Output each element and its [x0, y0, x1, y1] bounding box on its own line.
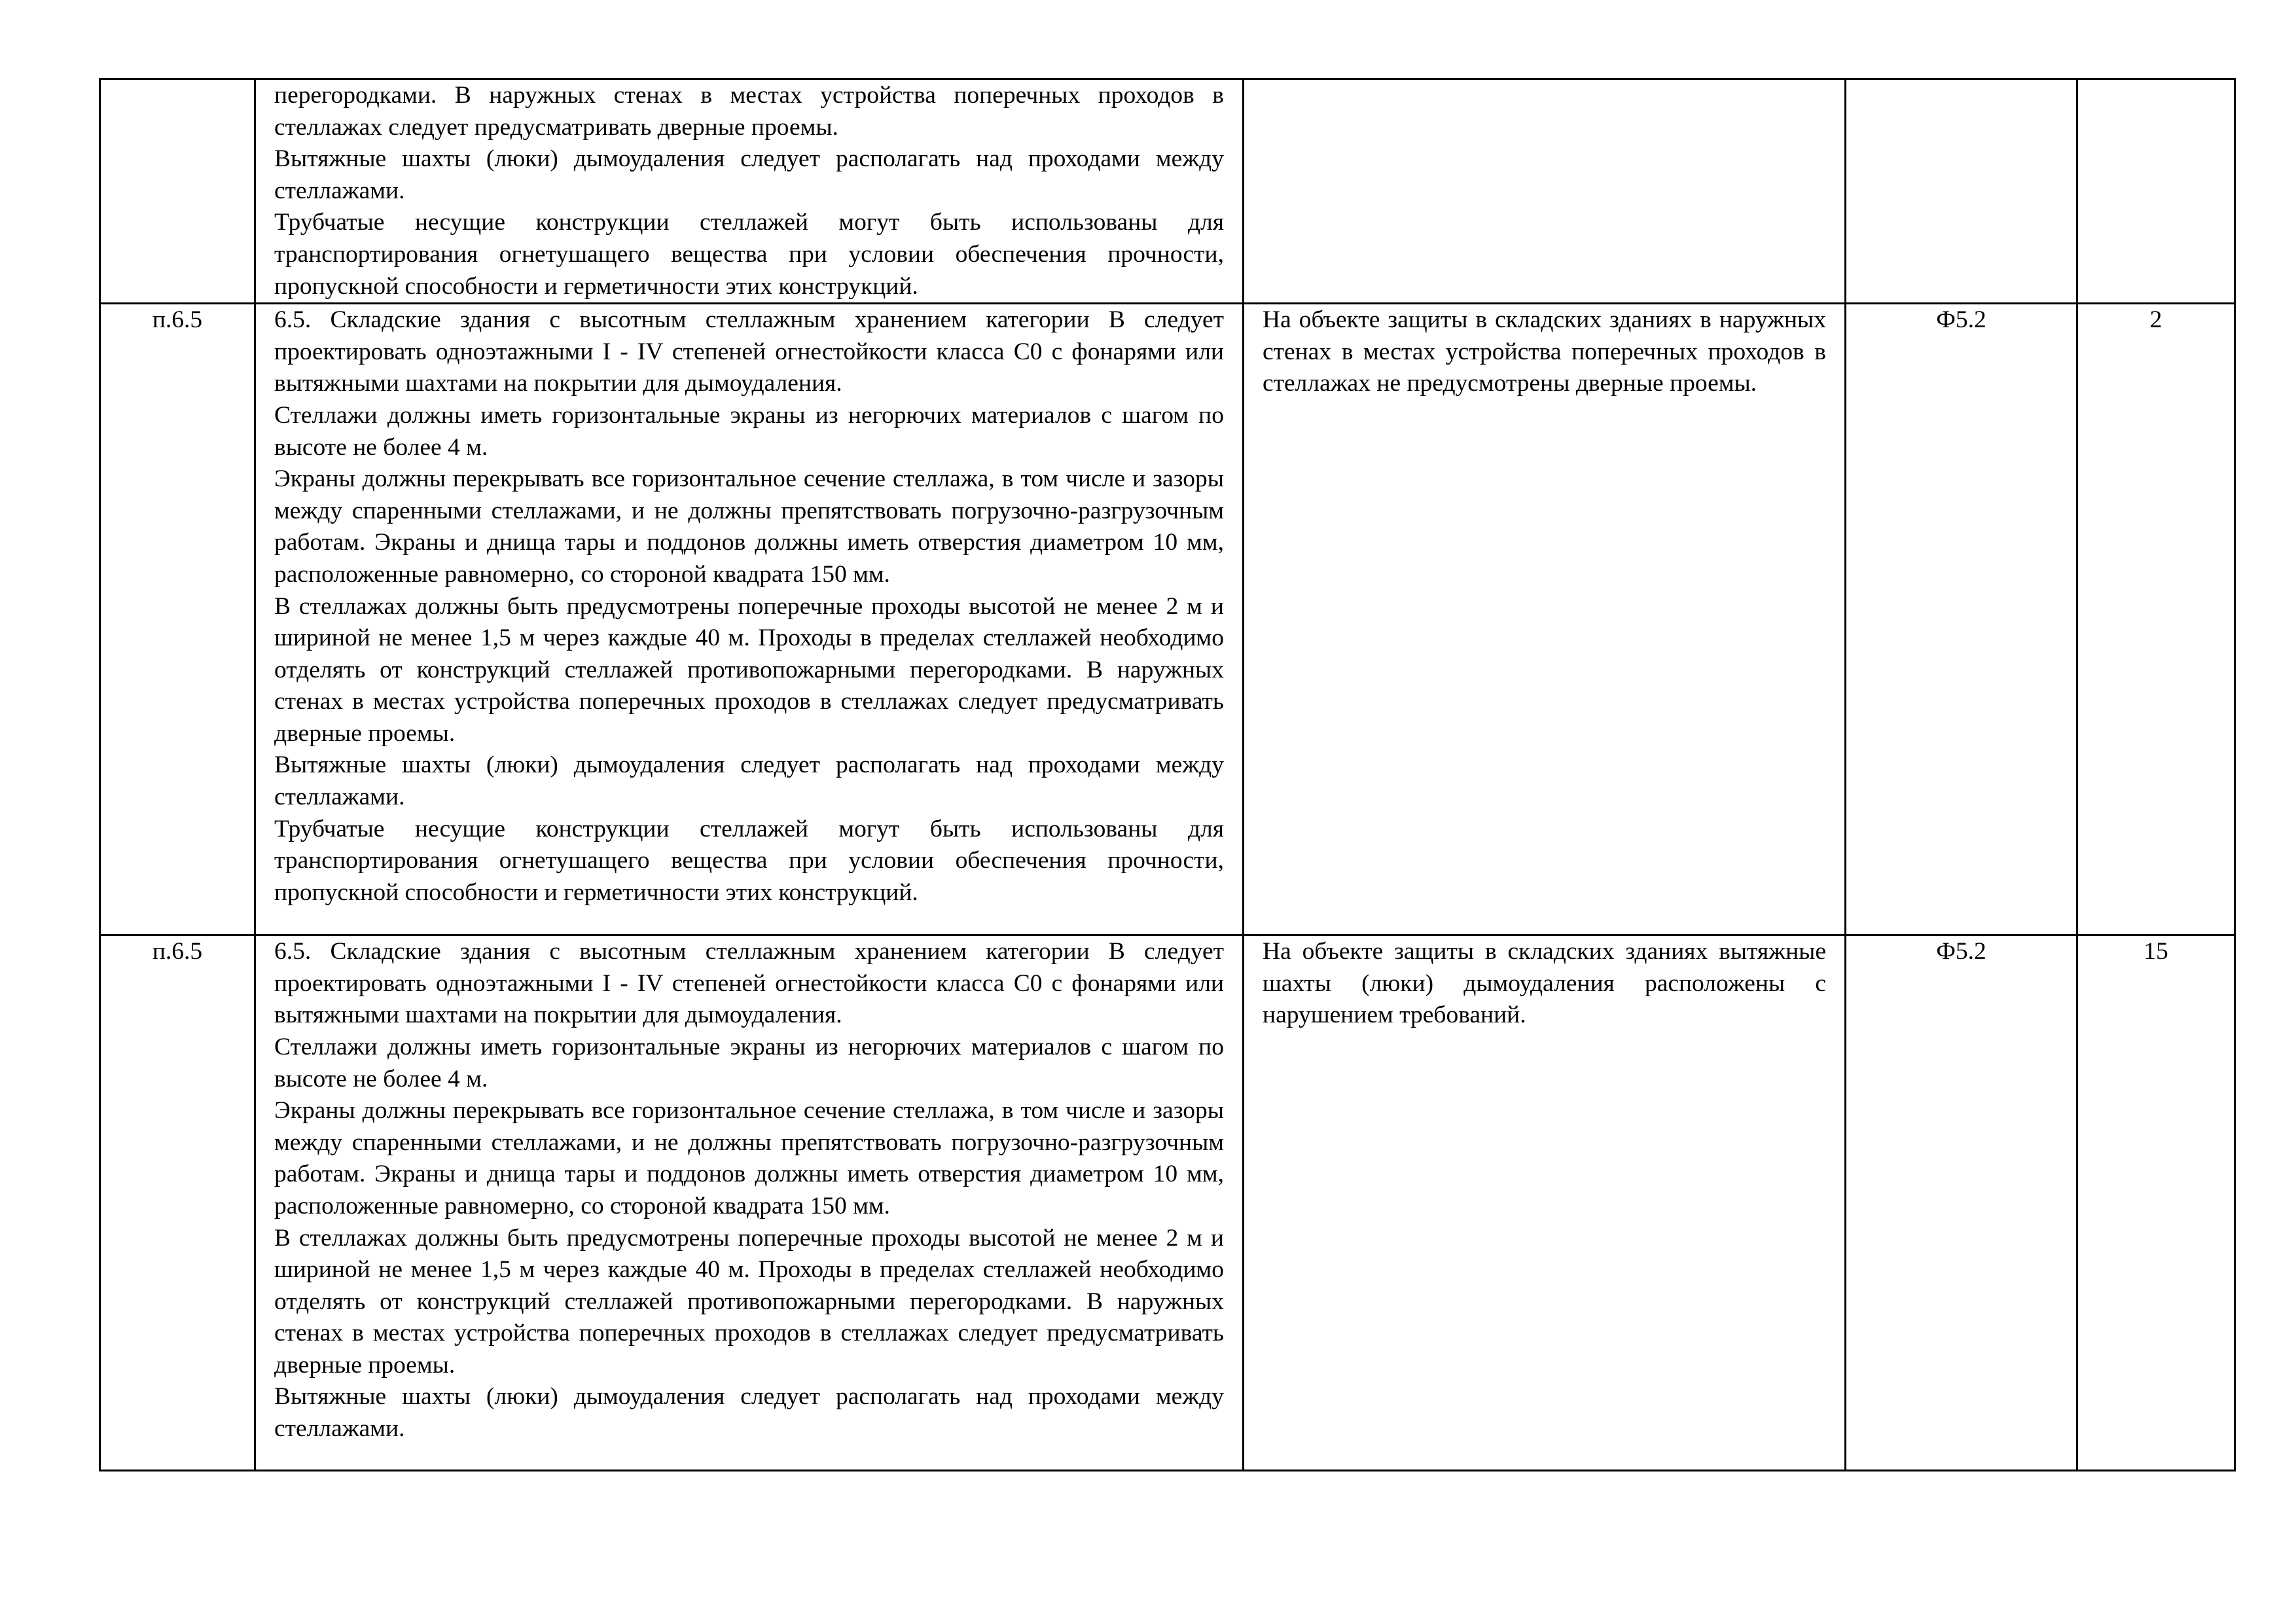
clause-cell: [100, 79, 255, 304]
class-cell: Ф5.2: [1846, 304, 2077, 935]
violation-cell: [1244, 304, 1846, 935]
number-cell: 15: [2077, 935, 2235, 1471]
requirement-paragraph: Вытяжные шахты (люки) дымоудаления следует располагать над проходами между стеллажами.: [274, 145, 1224, 204]
requirements-table: [99, 78, 2236, 1471]
requirement-paragraph: Стеллажи должны иметь горизонтальные экраны из негорючих материалов с шагом по высоте не более 4 м.: [274, 1033, 1224, 1092]
requirement-paragraph: В стеллажах должны быть предусмотрены поперечные проходы высотой не менее 2 м и шириной не менее 1,5 м через каждые 40 м. Проходы в пределах стеллажей необходимо отделять от конструкций стеллажей противопожарными перегородками. В наружных стенах в местах устройства поперечных проходов в стеллажах следует предусматривать дверные проемы.: [274, 592, 1224, 747]
violation-text: На объекте защиты в складских зданиях вытяжные шахты (люки) дымоудаления расположены с нарушением требований.: [1263, 938, 1826, 1029]
table-row: [100, 935, 2235, 1471]
table-row: [100, 79, 2235, 304]
violation-text: На объекте защиты в складских зданиях в наружных стенах в местах устройства поперечных проходов в стеллажах не предусмотрены дверные проемы.: [1263, 306, 1826, 397]
clause-cell: п.6.5: [100, 304, 255, 935]
number-cell: 2: [2077, 304, 2235, 935]
class-cell: Ф5.2: [1846, 935, 2077, 1471]
requirement-paragraph: Трубчатые несущие конструкции стеллажей могут быть использованы для транспортирования огнетушащего вещества при условии обеспечения прочности, пропускной способности и герметичности этих конструкций.: [274, 815, 1224, 906]
requirement-paragraph: 6.5. Складские здания с высотным стеллажным хранением категории В следует проектировать одноэтажными I - IV степеней огнестойкости класса С0 с фонарями или вытяжными шахтами на покрытии для дымоудаления.: [274, 306, 1224, 397]
requirement-text-cell: [255, 79, 1244, 304]
table-row: [100, 304, 2235, 935]
requirement-text-cell: [255, 935, 1244, 1471]
violation-cell: [1244, 935, 1846, 1471]
number-cell: [2077, 79, 2235, 304]
requirement-paragraph: Вытяжные шахты (люки) дымоудаления следует располагать над проходами между стеллажами.: [274, 751, 1224, 811]
requirement-paragraph: В стеллажах должны быть предусмотрены поперечные проходы высотой не менее 2 м и шириной не менее 1,5 м через каждые 40 м. Проходы в пределах стеллажей необходимо отделять от конструкций стеллажей противопожарными перегородками. В наружных стенах в местах устройства поперечных проходов в стеллажах следует предусматривать дверные проемы.: [274, 1224, 1224, 1379]
class-cell: [1846, 79, 2077, 304]
clause-cell: п.6.5: [100, 935, 255, 1471]
requirement-paragraph: Экраны должны перекрывать все горизонтальное сечение стеллажа, в том числе и зазоры между спаренными стеллажами, и не должны препятствовать погрузочно-разгрузочным работам. Экраны и днища тары и поддонов должны иметь отверстия диаметром 10 мм, расположенные равномерно, со стороной квадрата 150 мм.: [274, 1097, 1224, 1219]
requirement-paragraph: Стеллажи должны иметь горизонтальные экраны из негорючих материалов с шагом по высоте не более 4 м.: [274, 401, 1224, 461]
requirement-paragraph: перегородками. В наружных стенах в местах устройства поперечных проходов в стеллажах следует предусматривать дверные проемы.: [274, 82, 1224, 141]
requirement-paragraph: 6.5. Складские здания с высотным стеллажным хранением категории В следует проектировать одноэтажными I - IV степеней огнестойкости класса С0 с фонарями или вытяжными шахтами на покрытии для дымоудаления.: [274, 938, 1224, 1029]
requirement-text-cell: [255, 304, 1244, 935]
violation-cell: [1244, 79, 1846, 304]
requirement-paragraph: Трубчатые несущие конструкции стеллажей могут быть использованы для транспортирования огнетушащего вещества при условии обеспечения прочности, пропускной способности и герметичности этих конструкций.: [274, 209, 1224, 300]
requirement-paragraph: Вытяжные шахты (люки) дымоудаления следует располагать над проходами между стеллажами.: [274, 1383, 1224, 1443]
requirement-paragraph: Экраны должны перекрывать все горизонтальное сечение стеллажа, в том числе и зазоры между спаренными стеллажами, и не должны препятствовать погрузочно-разгрузочным работам. Экраны и днища тары и поддонов должны иметь отверстия диаметром 10 мм, расположенные равномерно, со стороной квадрата 150 мм.: [274, 465, 1224, 588]
